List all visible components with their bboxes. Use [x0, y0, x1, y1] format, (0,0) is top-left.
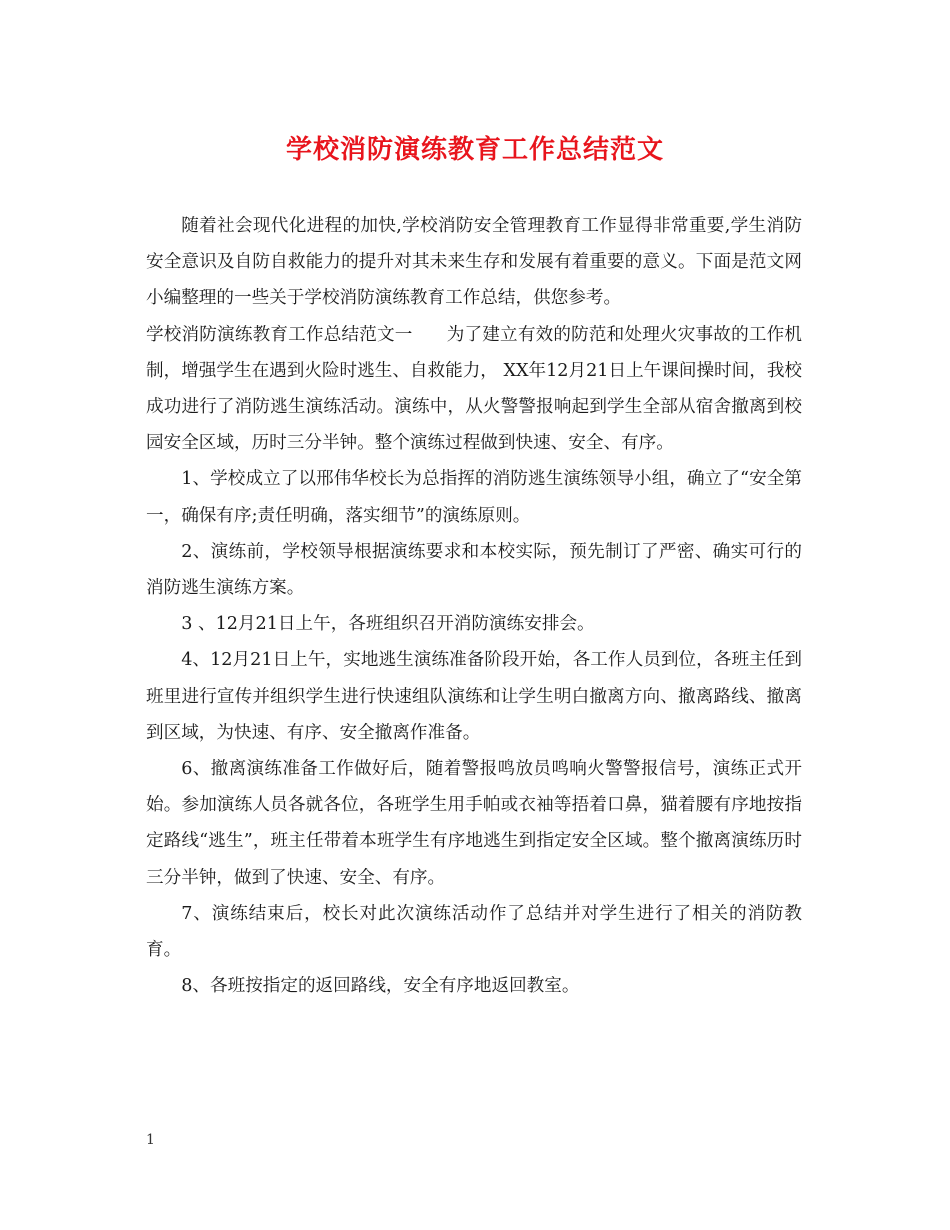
- list-item-1: 1、学校成立了以邢伟华校长为总指挥的消防逃生演练领导小组，确立了“安全第一，确保有序;责任明确，落实细节”的演练原则。: [146, 469, 802, 526]
- list-item-8: 8、各班按指定的返回路线，安全有序地返回教室。: [181, 976, 580, 997]
- section-heading: 学校消防演练教育工作总结范文一: [146, 324, 413, 345]
- paragraph-section: [146, 317, 802, 462]
- document-body: [146, 208, 802, 1004]
- list-item-4: 4、12月21日上午，实地逃生演练准备阶段开始，各工作人员到位，各班主任到班里进行宣传并组织学生进行快速组队演练和让学生明白撤离方向、撤离路线、撤离到区域，为快速、有序、安全撤离作准备。: [146, 650, 802, 743]
- list-item-2: 2、演练前，学校领导根据演练要求和本校实际，预先制订了严密、确实可行的消防逃生演练方案。: [146, 541, 802, 599]
- list-item-3: 3 、12月21日上午，各班组织召开消防演练安排会。: [181, 614, 595, 635]
- list-item-7: 7、演练结束后，校长对此次演练活动作了总结并对学生进行了相关的消防教育。: [146, 903, 802, 961]
- page-number: 1: [146, 1132, 155, 1148]
- list-item-6: 6、撤离演练准备工作做好后，随着警报鸣放员鸣响火警警报信号，演练正式开始。参加演练人员各就各位，各班学生用手帕或衣袖等捂着口鼻，猫着腰有序地按指定路线“逃生”，班主任带着本班学生有序地逃生到指定安全区域。整个撤离演练历时三分半钟，做到了快速、安全、有序。: [146, 759, 802, 888]
- paragraph-intro: 随着社会现代化进程的加快,学校消防安全管理教育工作显得非常重要,学生消防安全意识及自防自救能力的提升对其未来生存和发展有着重要的意义。下面是范文网小编整理的一些关于学校消防演练教育工作总结，供您参考。: [146, 216, 802, 309]
- document-title: 学校消防演练教育工作总结范文: [285, 135, 664, 165]
- section-lead: 为了建立有效的防范和处理火灾事故的工作机制，增强学生在遇到火险时逃生、自救能力， XX年12月21日上午课间操时间，我校成功进行了消防逃生演练活动。演练中，从火警警报响起到学生全部从宿舍撤离到校园安全区域，历时三分半钟。整个演练过程做到快速、安全、有序。: [146, 324, 803, 454]
